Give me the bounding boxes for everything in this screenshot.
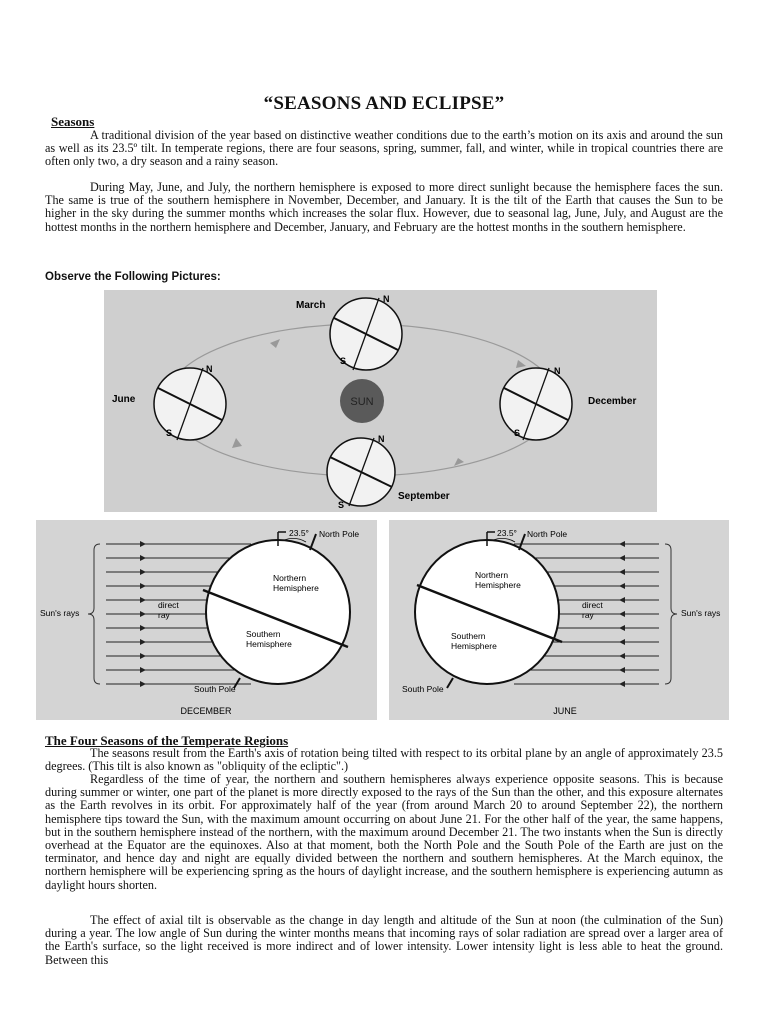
svg-text:Hemisphere: Hemisphere: [273, 583, 319, 593]
sun-label: SUN: [350, 396, 374, 408]
june-label: June: [112, 394, 136, 405]
earth-march: [296, 294, 402, 370]
earth-september: [327, 434, 450, 510]
direct-ray-label: direct: [158, 600, 179, 610]
orbit-arrow: [270, 339, 280, 348]
december-label: December: [588, 396, 637, 407]
north-label: N: [378, 434, 385, 444]
earth-december: [500, 366, 636, 440]
south-label: S: [340, 356, 347, 366]
northern-hemisphere-label: Northern: [475, 570, 509, 580]
four-seasons-heading: The Four Seasons of the Temperate Regions: [45, 733, 289, 748]
earth-june: [112, 364, 226, 440]
north-label: N: [383, 294, 390, 304]
june-diagram: [389, 520, 729, 720]
svg-text:Hemisphere: Hemisphere: [475, 580, 521, 590]
sun-rays-label: Sun's rays: [681, 608, 721, 618]
seasons-heading: Seasons: [51, 114, 95, 129]
svg-text:ray: ray: [582, 610, 594, 620]
orbit-figure: [104, 290, 657, 512]
sun-rays-label: Sun's rays: [40, 608, 80, 618]
diagram-caption: DECEMBER: [180, 706, 232, 716]
south-label: S: [338, 500, 345, 510]
south-label: S: [514, 428, 521, 438]
direct-ray-label: direct: [582, 600, 603, 610]
observe-label: Observe the Following Pictures:: [45, 271, 221, 283]
page-title: “SEASONS AND ECLIPSE”: [263, 93, 505, 114]
southern-hemisphere-label: Southern: [451, 631, 486, 641]
north-label: N: [206, 364, 213, 374]
angle-label: 23.5°: [289, 528, 309, 538]
south-pole-label: South Pole: [194, 684, 236, 694]
diagram-caption: JUNE: [553, 706, 577, 716]
angle-label: 23.5°: [497, 528, 517, 538]
seasons-paragraph-2: During May, June, and July, the northern hemisphere is exposed to more direct sunlight because the hemisphere faces the sun. The same is true of the southern hemisphere in November, December, and January. It is the tilt of the Earth that causes the Sun to be higher in the sky during the summer months which increases the solar flux. However, due to seasonal lag, June, July, and August are the hottest months in the northern hemisphere and December, January, and February are the hottest months in the southern hemisphere.: [45, 180, 723, 234]
ray-arrowheads: [140, 541, 146, 687]
svg-text:Hemisphere: Hemisphere: [246, 639, 292, 649]
september-label: September: [398, 491, 450, 502]
four-seasons-paragraph-2: Regardless of the time of year, the northern and southern hemispheres always experience opposite seasons. This is because during summer or winter, one part of the planet is more directly exposed to the rays of the Sun than the other, and this exposure alternates as the Earth revolves in its orbit. For approximately half of the year (from around March 20 to around September 22), the northern hemisphere tips toward the Sun, with the maximum amount occurring on about June 21. For the other half of the year, the same happens, but in the southern hemisphere instead of the northern, with the maximum around December 21. The two instants when the Sun is directly overhead at the Equator are the equinoxes. Also at that moment, both the North Pole and the South Pole of the Earth are just on the terminator, and hence day and night are equally divided between the northern and southern hemispheres. At the March equinox, the northern hemisphere will be experiencing spring as the hours of daylight increase, and the southern hemisphere is experiencing autumn as daylight hours shorten.: [45, 772, 723, 892]
svg-text:Hemisphere: Hemisphere: [451, 641, 497, 651]
four-seasons-paragraph-1: The seasons result from the Earth's axis of rotation being tilted with respect to its orbital plane by an angle of approximately 23.5 degrees. (This tilt is also known as "obliquity of the ecliptic".): [45, 746, 723, 774]
march-label: March: [296, 300, 326, 311]
south-pole-label: South Pole: [402, 684, 444, 694]
seasons-paragraph-1: A traditional division of the year based on distinctive weather conditions due to the earth’s motion on its axis and around the sun as well as its 23.5º tilt. In temperate regions, there are four seasons, spring, summer, fall, and winter, while in tropical countries there are often only two, a dry season and a rainy season.: [45, 128, 723, 169]
svg-text:ray: ray: [158, 610, 170, 620]
southern-hemisphere-label: Southern: [246, 629, 281, 639]
ray-arrowheads: [619, 541, 625, 687]
south-label: S: [166, 428, 173, 438]
orbit-arrow: [516, 360, 526, 368]
earth-globe: [206, 540, 350, 684]
orbit-arrow: [232, 438, 242, 448]
north-pole-label: North Pole: [319, 529, 360, 539]
north-label: N: [554, 366, 561, 376]
north-pole-label: North Pole: [527, 529, 568, 539]
december-diagram: [36, 520, 377, 720]
four-seasons-paragraph-3: The effect of axial tilt is observable as the change in day length and altitude of the Sun at noon (the culmination of the Sun) during a year. The low angle of Sun during the winter months means that incoming rays of solar radiation are spread over a larger area of the Earth's surface, so the light received is more indirect and of lower intensity. Lower intensity light is less able to heat the ground. Between this: [45, 913, 723, 967]
northern-hemisphere-label: Northern: [273, 573, 307, 583]
